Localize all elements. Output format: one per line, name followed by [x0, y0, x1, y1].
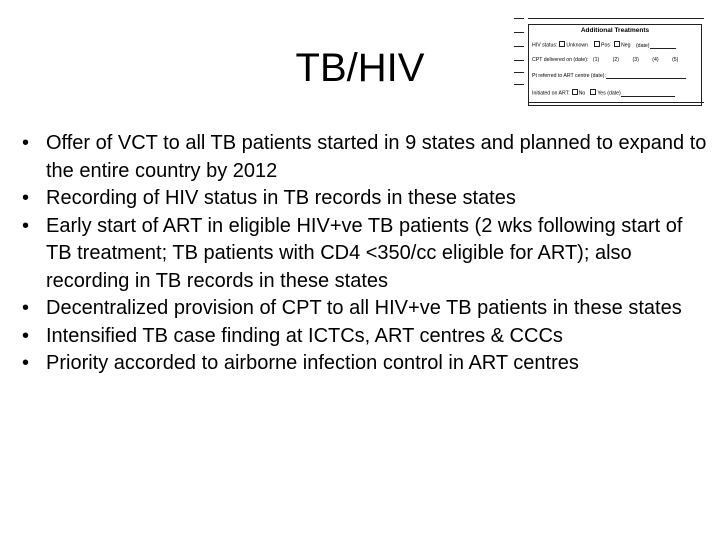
form-row-pt-referred [532, 73, 686, 79]
margin-tick [514, 18, 524, 19]
form-row-hiv-status [532, 41, 676, 49]
bullet-item [22, 350, 712, 378]
additional-treatments-form-image [514, 10, 704, 100]
bullet-glyph: • [22, 297, 30, 319]
cpt-col-3: (3) [632, 57, 639, 63]
checkbox-unknown [559, 41, 565, 47]
cpt-col-2: (2) [612, 57, 620, 63]
hiv-status-label: HIV status: [532, 42, 558, 49]
margin-tick [514, 32, 524, 33]
form-top-rule [528, 18, 704, 19]
bullet-text: Early start of ART in eligible HIV+ve TB patients (2 wks following start of TB treatment; TB patients with CD4 <350/cc eligible for ART); also recording in TB records in these states [46, 214, 683, 292]
bullet-glyph: • [22, 132, 30, 154]
bullet-text: Offer of VCT to all TB patients started in 9 states and planned to expand to the entire country by 2012 [46, 132, 707, 182]
bullet-item [22, 213, 712, 296]
bullet-text: Priority accorded to airborne infection control in ART centres [46, 352, 579, 374]
hiv-unknown-label: Unknown [566, 42, 589, 49]
form-row-cpt [532, 57, 678, 63]
bullet-item [22, 130, 712, 185]
form-heading: Additional Treatments [580, 27, 650, 34]
hiv-neg-label: Neg [620, 42, 631, 49]
cpt-col-4: (4) [652, 57, 659, 63]
checkbox-no [572, 89, 578, 95]
bullet-text: Recording of HIV status in TB records in these states [46, 187, 516, 209]
checkbox-yes [590, 89, 596, 95]
checkbox-neg [614, 41, 620, 47]
bullet-item [22, 295, 712, 323]
bullet-glyph: • [22, 324, 30, 347]
bullet-text: Decentralized provision of CPT to all HIV+ve TB patients in these states [46, 297, 682, 319]
form-row-initiated [532, 89, 675, 97]
bullet-text: Intensified TB case finding at ICTCs, ART centres & CCCs [46, 324, 563, 347]
yes-label: Yes (date) [597, 90, 621, 97]
slide-title: TB/HIV [295, 46, 425, 90]
pt-referred-line [606, 78, 686, 79]
hiv-pos-label: Pos [601, 42, 610, 49]
bullet-glyph: • [22, 214, 30, 237]
bullet-list [22, 130, 712, 378]
margin-tick [514, 46, 524, 47]
cpt-col-5: (5) [672, 57, 679, 63]
pt-referred-label: Pt referred to ART centre (date): [532, 73, 606, 79]
cpt-label: CPT delivered on (date): [532, 57, 589, 63]
hiv-date-label: (date) [635, 42, 650, 49]
initiated-date-line [621, 96, 675, 97]
cpt-col-1: (1) [592, 57, 600, 63]
hiv-date-line [650, 48, 676, 49]
bullet-item [22, 185, 712, 213]
checkbox-pos [594, 41, 600, 47]
initiated-label: Initiated on ART: [532, 90, 570, 97]
form-bottom-rule [528, 102, 704, 103]
bullet-glyph: • [22, 352, 30, 374]
margin-tick [514, 72, 524, 73]
margin-tick [514, 84, 524, 85]
margin-tick [514, 60, 524, 61]
bullet-glyph: • [22, 187, 30, 209]
form-box [528, 24, 702, 106]
no-label: No [578, 90, 586, 97]
bullet-item [22, 323, 712, 351]
